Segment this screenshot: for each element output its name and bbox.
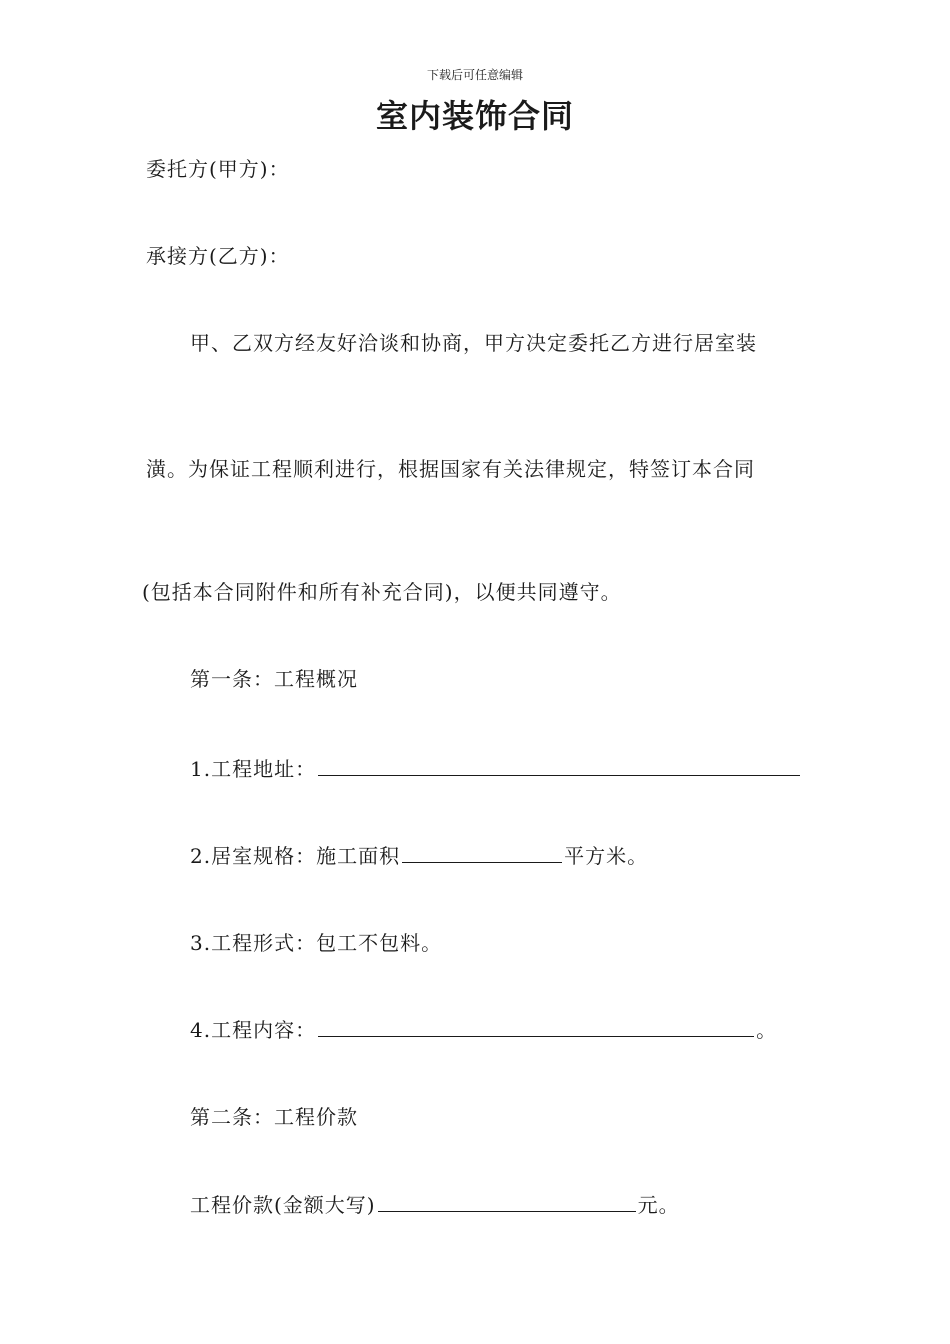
project-address-row — [190, 755, 802, 783]
contractor-label: 承接方(乙方)： — [146, 244, 290, 268]
document-title: 室内装饰合同 — [375, 97, 574, 135]
project-price-unit: 元。 — [637, 1193, 680, 1217]
header-note: 下载后可任意编辑 — [426, 68, 523, 82]
room-spec-row — [190, 842, 648, 870]
project-content-end: 。 — [756, 1018, 778, 1042]
room-spec-label: 2.居室规格：施工面积 — [190, 844, 401, 868]
client-label: 委托方(甲方)： — [146, 157, 290, 181]
room-spec-unit: 平方米。 — [564, 844, 649, 868]
article-1-heading: 第一条：工程概况 — [190, 667, 358, 691]
project-form-line: 3.工程形式：包工不包料。 — [190, 931, 443, 955]
article-2-heading: 第二条：工程价款 — [190, 1105, 358, 1129]
project-address-label: 1.工程地址： — [190, 757, 317, 781]
price-amount-blank[interactable] — [378, 1191, 636, 1212]
area-blank[interactable] — [402, 842, 562, 863]
project-price-row — [190, 1191, 680, 1219]
intro-line-2: 潢。为保证工程顺利进行，根据国家有关法律规定，特签订本合同 — [146, 457, 755, 481]
project-address-blank[interactable] — [318, 755, 800, 776]
project-content-label: 4.工程内容： — [190, 1018, 317, 1042]
project-content-blank[interactable] — [318, 1016, 754, 1037]
intro-line-3: (包括本合同附件和所有补充合同)，以便共同遵守。 — [142, 580, 622, 604]
project-content-row — [190, 1016, 777, 1044]
intro-line-1: 甲、乙双方经友好洽谈和协商，甲方决定委托乙方进行居室装 — [190, 331, 757, 355]
project-price-label: 工程价款(金额大写) — [190, 1193, 376, 1217]
